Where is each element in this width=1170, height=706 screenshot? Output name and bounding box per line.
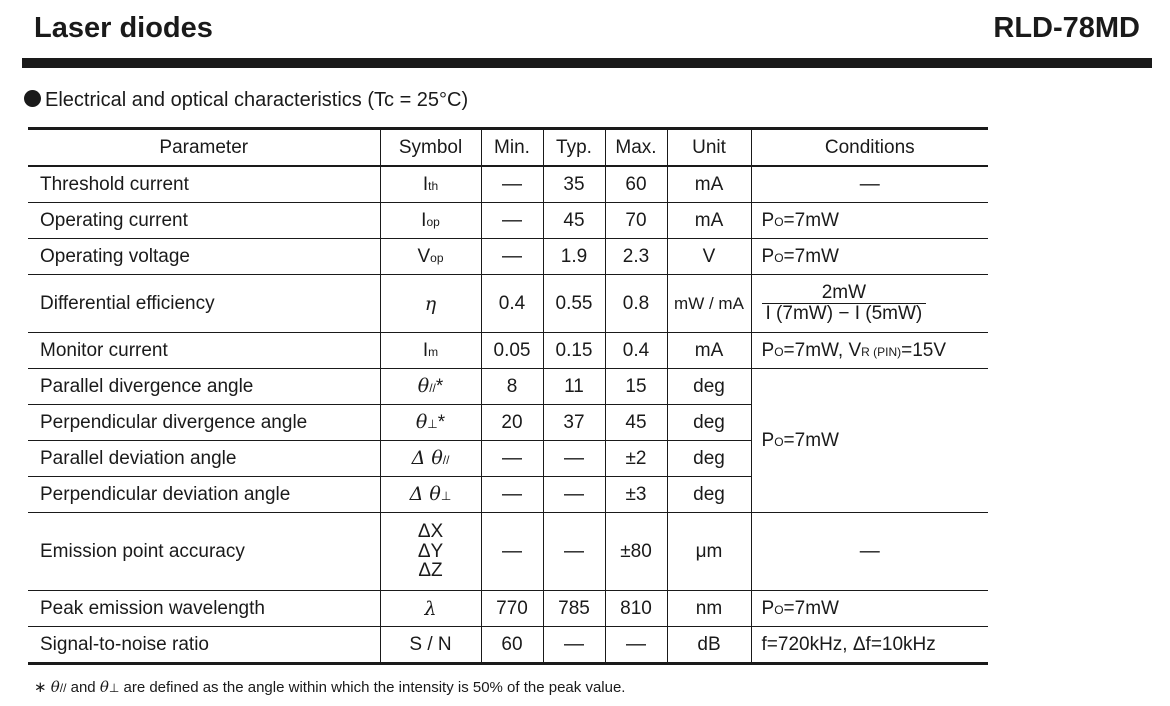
max-cell: 70 (605, 203, 667, 239)
column-header: Conditions (751, 129, 988, 167)
symbol-cell: θ//* (380, 369, 481, 405)
conditions-cell: f=720kHz, Δf=10kHz (751, 627, 988, 664)
table-row (28, 627, 988, 664)
min-cell: — (481, 203, 543, 239)
unit-cell: mW / mA (667, 275, 751, 333)
min-cell: 770 (481, 591, 543, 627)
unit-cell: deg (667, 369, 751, 405)
table-row (28, 275, 988, 333)
column-header: Max. (605, 129, 667, 167)
unit-cell: deg (667, 477, 751, 513)
min-cell: — (481, 239, 543, 275)
table-row (28, 333, 988, 369)
symbol-cell: Im (380, 333, 481, 369)
header-rule (22, 58, 1152, 68)
conditions-cell: — (751, 513, 988, 591)
parameter-cell: Monitor current (28, 333, 380, 369)
typ-cell: 0.15 (543, 333, 605, 369)
conditions-cell: PO=7mW (751, 591, 988, 627)
min-cell: — (481, 166, 543, 203)
table-row (28, 239, 988, 275)
parameter-cell: Perpendicular deviation angle (28, 477, 380, 513)
parameter-cell: Perpendicular divergence angle (28, 405, 380, 441)
typ-cell: 45 (543, 203, 605, 239)
conditions-cell-merged: PO=7mW (751, 369, 988, 513)
typ-cell: 0.55 (543, 275, 605, 333)
typ-cell: 1.9 (543, 239, 605, 275)
table-row (28, 591, 988, 627)
table-header-row (28, 129, 988, 167)
conditions-cell: — (751, 166, 988, 203)
table-row (28, 203, 988, 239)
unit-cell: deg (667, 405, 751, 441)
max-cell: ±80 (605, 513, 667, 591)
section-title: Electrical and optical characteristics (Tc = 25°C) (45, 89, 469, 111)
typ-cell: 37 (543, 405, 605, 441)
symbol-cell: Vop (380, 239, 481, 275)
max-cell: 2.3 (605, 239, 667, 275)
max-cell: 60 (605, 166, 667, 203)
typ-cell: — (543, 477, 605, 513)
parameter-cell: Operating voltage (28, 239, 380, 275)
typ-cell: 11 (543, 369, 605, 405)
symbol-cell: Δ θ// (380, 441, 481, 477)
min-cell: — (481, 477, 543, 513)
typ-cell: — (543, 513, 605, 591)
min-cell: 0.05 (481, 333, 543, 369)
page-title: Laser diodes (34, 12, 213, 44)
bullet-icon (24, 90, 41, 107)
unit-cell: nm (667, 591, 751, 627)
column-header: Typ. (543, 129, 605, 167)
typ-cell: — (543, 441, 605, 477)
column-header: Parameter (28, 129, 380, 167)
typ-cell: — (543, 627, 605, 664)
min-cell: 8 (481, 369, 543, 405)
typ-cell: 785 (543, 591, 605, 627)
conditions-cell: PO=7mW (751, 203, 988, 239)
unit-cell: dB (667, 627, 751, 664)
parameter-cell: Emission point accuracy (28, 513, 380, 591)
parameter-cell: Signal-to-noise ratio (28, 627, 380, 664)
symbol-cell: Ith (380, 166, 481, 203)
parameter-cell: Peak emission wavelength (28, 591, 380, 627)
table-row (28, 166, 988, 203)
typ-cell: 35 (543, 166, 605, 203)
conditions-cell: PO=7mW (751, 239, 988, 275)
parameter-cell: Parallel deviation angle (28, 441, 380, 477)
unit-cell: mA (667, 166, 751, 203)
conditions-cell: PO=7mW, VR (PIN)=15V (751, 333, 988, 369)
unit-cell: deg (667, 441, 751, 477)
symbol-cell: λ (380, 591, 481, 627)
column-header: Unit (667, 129, 751, 167)
parameter-cell: Threshold current (28, 166, 380, 203)
model-number: RLD-78MD (993, 12, 1140, 44)
min-cell: 60 (481, 627, 543, 664)
min-cell: 20 (481, 405, 543, 441)
max-cell: 15 (605, 369, 667, 405)
symbol-cell: η (380, 275, 481, 333)
table-row (28, 513, 988, 591)
symbol-cell: S / N (380, 627, 481, 664)
unit-cell: mA (667, 203, 751, 239)
symbol-cell: ΔX ΔY ΔZ (380, 513, 481, 591)
symbol-cell: Δ θ⊥ (380, 477, 481, 513)
max-cell: 0.4 (605, 333, 667, 369)
efficiency-fraction: $\frac{2mW}{I (7mW) - I (5mW)}$ (762, 283, 927, 324)
min-cell: 0.4 (481, 275, 543, 333)
table-row (28, 369, 988, 405)
unit-cell: mA (667, 333, 751, 369)
max-cell: 45 (605, 405, 667, 441)
column-header: Symbol (380, 129, 481, 167)
unit-cell: V (667, 239, 751, 275)
conditions-cell (751, 275, 988, 333)
column-header: Min. (481, 129, 543, 167)
max-cell: ±3 (605, 477, 667, 513)
parameter-cell: Differential efficiency (28, 275, 380, 333)
parameter-cell: Operating current (28, 203, 380, 239)
max-cell: ±2 (605, 441, 667, 477)
parameter-cell: Parallel divergence angle (28, 369, 380, 405)
section-heading (24, 89, 468, 112)
footnote: ∗ θ// and θ⊥ are defined as the angle within which the intensity is 50% of the peak value. (34, 678, 626, 696)
min-cell: — (481, 513, 543, 591)
characteristics-table (28, 127, 988, 665)
min-cell: — (481, 441, 543, 477)
symbol-cell: Iop (380, 203, 481, 239)
max-cell: 0.8 (605, 275, 667, 333)
max-cell: 810 (605, 591, 667, 627)
symbol-cell: θ⊥* (380, 405, 481, 441)
unit-cell: μm (667, 513, 751, 591)
max-cell: — (605, 627, 667, 664)
